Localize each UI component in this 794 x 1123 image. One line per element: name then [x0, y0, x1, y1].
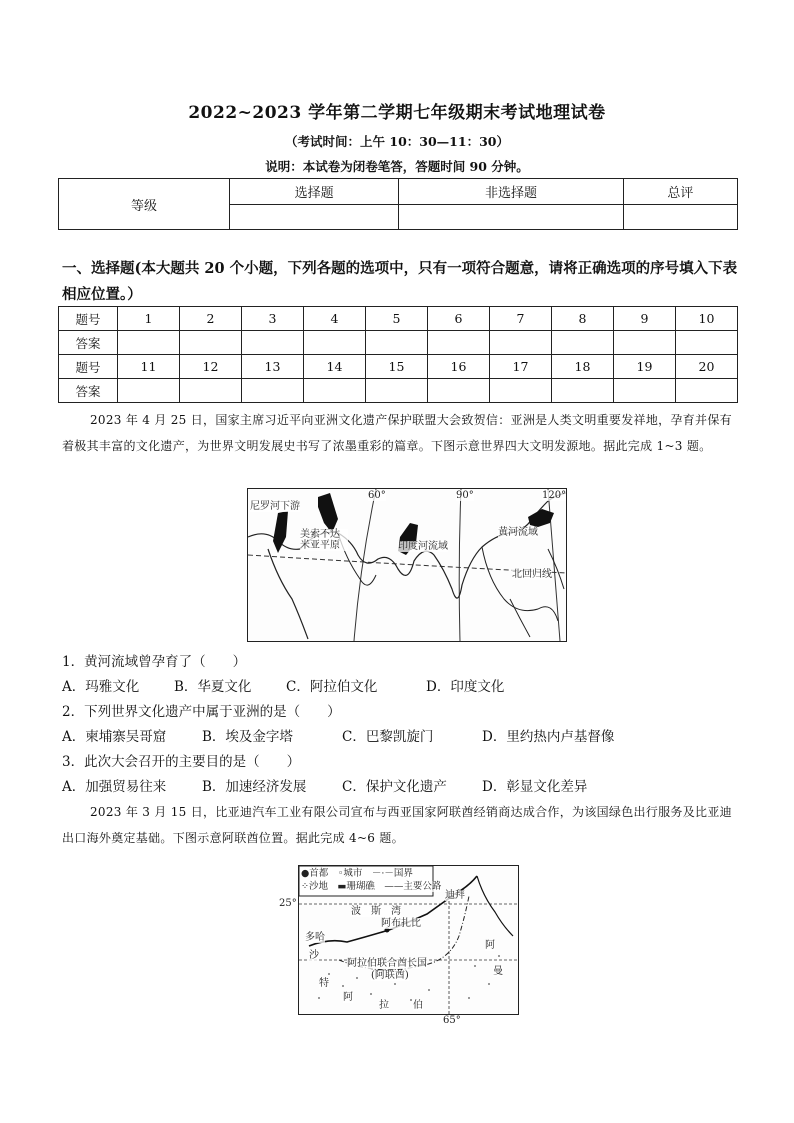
ans-cell[interactable]	[366, 379, 428, 403]
label-oman-1: 阿	[485, 940, 495, 951]
grade-cell-total[interactable]	[623, 204, 737, 230]
ans-cell[interactable]	[676, 331, 738, 355]
option-c[interactable]: C．保护文化遗产	[342, 779, 447, 795]
exam-time: （考试时间：上午 10：30—11：30）	[285, 134, 509, 149]
grade-label: 等级	[59, 179, 230, 230]
label-yellow-river: 黄河流域	[498, 527, 538, 538]
option-d[interactable]: D．印度文化	[426, 679, 505, 695]
num-cell: 11	[118, 355, 180, 379]
ans-cell[interactable]	[366, 331, 428, 355]
answer-table	[58, 306, 738, 403]
label-la: 拉	[379, 1000, 389, 1011]
ans-cell[interactable]	[552, 331, 614, 355]
label-lon-120: 120°	[542, 490, 567, 501]
grade-table	[58, 178, 738, 230]
option-a[interactable]: A．加强贸易往来	[62, 779, 167, 795]
question-3-options	[62, 775, 587, 795]
ans-cell[interactable]	[118, 331, 180, 355]
ans-cell[interactable]	[614, 379, 676, 403]
num-cell: 19	[614, 355, 676, 379]
num-label: 题号	[59, 355, 118, 379]
passage-2: 2023 年 3 月 15 日，比亚迪汽车工业有限公司宣布与西亚国家阿联酋经销商达成合作，为该国绿色出行服务及比亚迪出口海外奠定基础。下图示意阿联酋位置。据此完成 4~6 题。	[62, 805, 732, 845]
num-cell: 13	[242, 355, 304, 379]
label-lat-25: 25°	[279, 898, 297, 909]
num-cell: 12	[180, 355, 242, 379]
label-dubai: 迪拜	[445, 890, 465, 901]
question-2-options	[62, 725, 614, 745]
label-lon-65: 65°	[443, 1015, 461, 1026]
num-cell: 7	[490, 307, 552, 331]
uae-map	[279, 865, 519, 1026]
label-oman-2: 曼	[493, 966, 503, 977]
question-3-stem: 3．此次大会召开的主要目的是（ ）	[62, 754, 301, 770]
exam-title: 2022~2023 学年第二学期七年级期末考试地理试卷	[188, 103, 606, 123]
ans-cell[interactable]	[242, 379, 304, 403]
label-doha: 多哈	[305, 932, 325, 943]
table-row	[59, 331, 738, 355]
label-bo: 伯	[413, 1000, 423, 1011]
label-uae: 阿拉伯联合酋长国	[347, 958, 427, 969]
num-cell: 16	[428, 355, 490, 379]
question-1-options	[62, 675, 504, 695]
grade-cell-choice[interactable]	[230, 204, 399, 230]
table-row	[59, 355, 738, 379]
legend-row-1: ●首都 ◦城市 －·－国界	[301, 868, 413, 879]
label-a: 阿	[343, 992, 353, 1003]
ans-cell[interactable]	[118, 379, 180, 403]
ans-cell[interactable]	[180, 331, 242, 355]
num-cell: 14	[304, 355, 366, 379]
ans-cell[interactable]	[304, 331, 366, 355]
table-row	[59, 307, 738, 331]
ans-cell[interactable]	[180, 379, 242, 403]
option-a[interactable]: A．柬埔寨吴哥窟	[62, 729, 167, 745]
grade-col-choice: 选择题	[230, 179, 399, 205]
label-nile: 尼罗河下游	[250, 501, 300, 512]
num-cell: 18	[552, 355, 614, 379]
ans-label: 答案	[59, 379, 118, 403]
ans-cell[interactable]	[614, 331, 676, 355]
label-gulf: 波 斯 湾	[351, 906, 401, 917]
num-cell: 10	[676, 307, 738, 331]
passage-1: 2023 年 4 月 25 日，国家主席习近平向亚洲文化遗产保护联盟大会致贺信：亚洲是人类文明重要发祥地，孕育并保有着极其丰富的文化遗产，为世界文明发展史书写了浓墨重彩的篇章。下图示意世界四大文明发源地。据此完成 1~3 题。	[62, 413, 732, 453]
label-lon-90: 90°	[456, 490, 474, 501]
ans-cell[interactable]	[676, 379, 738, 403]
label-indus: 印度河流域	[398, 541, 448, 552]
ans-cell[interactable]	[304, 379, 366, 403]
num-cell: 6	[428, 307, 490, 331]
table-row	[59, 379, 738, 403]
question-2-stem: 2．下列世界文化遗产中属于亚洲的是（ ）	[62, 704, 341, 720]
option-d[interactable]: D．彰显文化差异	[482, 779, 588, 795]
grade-cell-nonchoice[interactable]	[399, 204, 623, 230]
num-cell: 8	[552, 307, 614, 331]
ans-label: 答案	[59, 331, 118, 355]
option-b[interactable]: B．华夏文化	[174, 679, 252, 695]
civilizations-map	[247, 488, 567, 642]
label-tropic: 北回归线	[512, 569, 552, 580]
option-a[interactable]: A．玛雅文化	[62, 679, 140, 695]
label-te: 特	[319, 978, 329, 989]
num-cell: 20	[676, 355, 738, 379]
option-c[interactable]: C．巴黎凯旋门	[342, 729, 434, 745]
num-cell: 17	[490, 355, 552, 379]
option-c[interactable]: C．阿拉伯文化	[286, 679, 378, 695]
label-mesopotamia: 美索不达米亚平原	[300, 529, 348, 551]
num-label: 题号	[59, 307, 118, 331]
label-abu-dhabi: 阿布扎比	[381, 918, 421, 929]
ans-cell[interactable]	[552, 379, 614, 403]
grade-col-total: 总评	[623, 179, 737, 205]
num-cell: 4	[304, 307, 366, 331]
num-cell: 5	[366, 307, 428, 331]
ans-cell[interactable]	[490, 379, 552, 403]
option-d[interactable]: D．里约热内卢基督像	[482, 729, 615, 745]
num-cell: 1	[118, 307, 180, 331]
label-sand: 沙	[309, 950, 319, 961]
legend-row-2: ⁘沙地 ▬珊瑚礁 ——主要公路	[301, 881, 442, 892]
ans-cell[interactable]	[242, 331, 304, 355]
exam-note: 说明：本试卷为闭卷笔答，答题时间 90 分钟。	[265, 159, 529, 174]
num-cell: 3	[242, 307, 304, 331]
option-b[interactable]: B．埃及金字塔	[202, 729, 293, 745]
num-cell: 2	[180, 307, 242, 331]
num-cell: 15	[366, 355, 428, 379]
ans-cell[interactable]	[490, 331, 552, 355]
ans-cell[interactable]	[428, 331, 490, 355]
label-uae-short: (阿联酋)	[371, 970, 409, 981]
grade-col-nonchoice: 非选择题	[399, 179, 623, 205]
ans-cell[interactable]	[428, 379, 490, 403]
num-cell: 9	[614, 307, 676, 331]
option-b[interactable]: B．加速经济发展	[202, 779, 307, 795]
question-1-stem: 1．黄河流域曾孕育了（ ）	[62, 654, 247, 670]
section1-heading: 一、选择题(本大题共 20 个小题，下列各题的选项中，只有一项符合题意，请将正确选项的序号填入下表相应位置。）	[62, 260, 738, 303]
label-lon-60: 60°	[368, 490, 386, 501]
